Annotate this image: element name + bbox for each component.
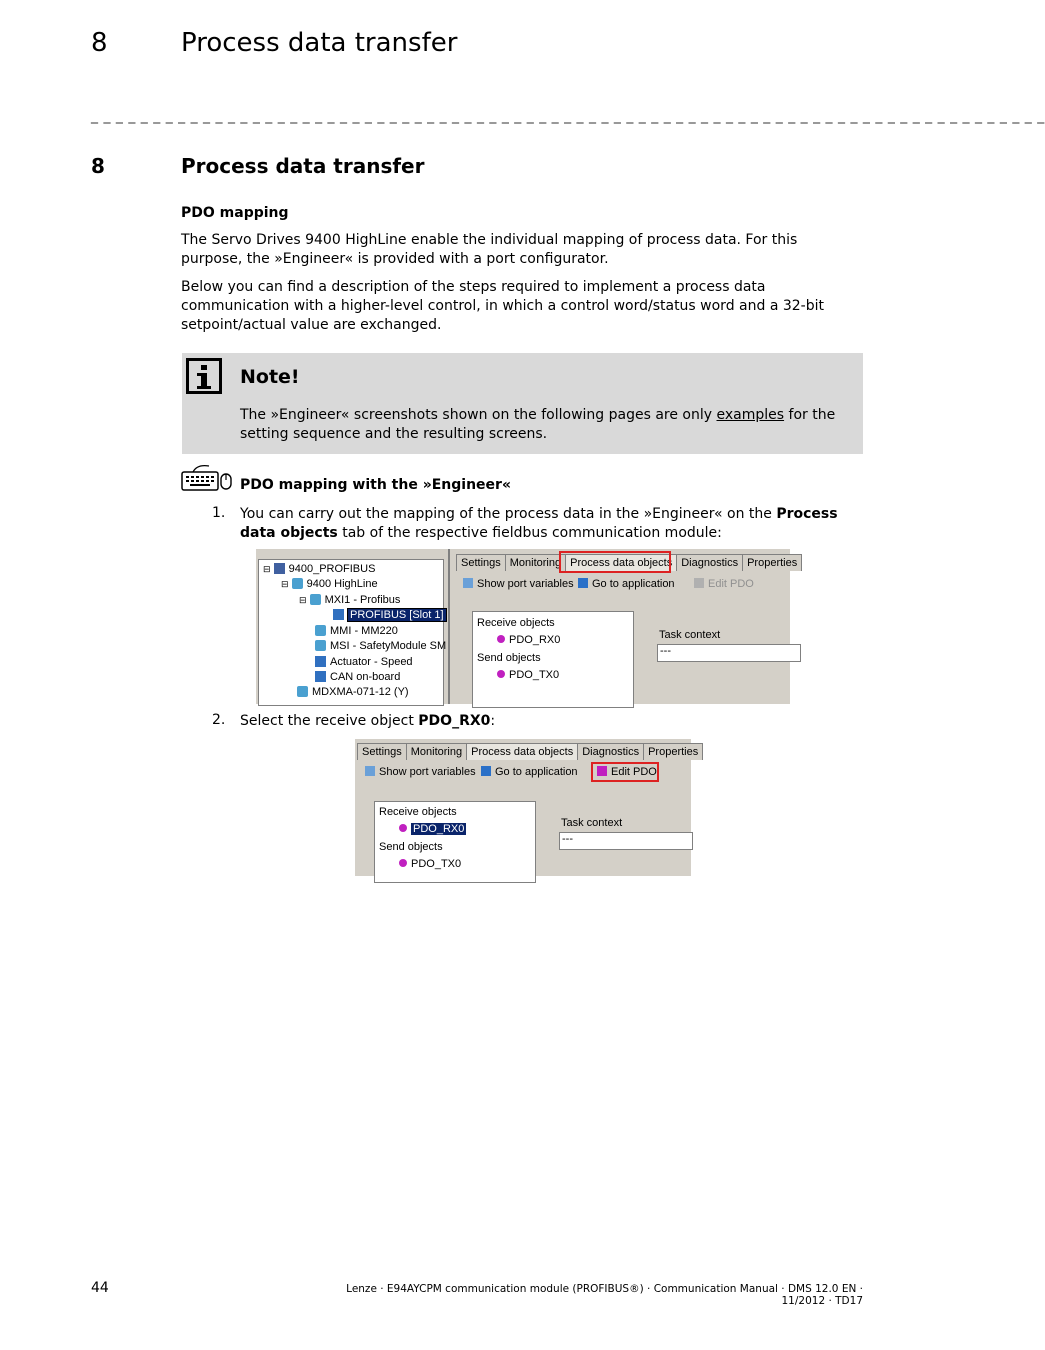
tab-settings[interactable]: Settings [357,743,407,760]
edit-icon [597,766,607,776]
step-2-text: Select the receive object PDO_RX0: [240,713,496,729]
page-number: 44 [91,1280,109,1296]
edit-pdo-button[interactable]: Edit PDO [597,766,657,778]
screenshot-1 [256,549,798,704]
keyboard-mouse-icon [181,462,233,494]
receive-objects-label: Receive objects [379,806,457,818]
footer-text: Lenze · E94AYCPM communication module (PROFIBUS®) · Communication Manual · DMS 12.0 EN · 11/2012 · TD17 [346,1283,863,1307]
application-icon [578,578,588,588]
pdo-tx0-item[interactable]: PDO_TX0 [497,669,559,681]
edit-icon [694,578,704,588]
port-variables-icon [365,766,375,776]
pdo-rx0-item[interactable]: PDO_RX0 [399,823,466,835]
tab-bar [357,743,702,760]
pdo-icon [399,859,407,867]
tree-item-profibus-slot[interactable]: PROFIBUS [Slot 1] [333,609,446,621]
header-chapter-title: Process data transfer [181,28,458,58]
pdo-icon [399,824,407,832]
send-objects-label: Send objects [379,841,443,853]
tree-item-actuator[interactable]: Actuator - Speed [315,656,413,668]
splitter[interactable] [448,549,450,704]
tree-item-can[interactable]: CAN on-board [315,671,400,683]
highlight-box [559,551,671,573]
task-context-field[interactable]: --- [559,832,693,850]
edit-pdo-button[interactable]: Edit PDO [694,578,754,590]
step-1-number: 1. [212,505,226,521]
port-variables-icon [463,578,473,588]
keyboard-heading: PDO mapping with the »Engineer« [240,477,511,493]
pdo-tx0-item[interactable]: PDO_TX0 [399,858,461,870]
tree-item-msi[interactable]: MSI - SafetyModule SM [315,640,446,652]
receive-objects-label: Receive objects [477,617,555,629]
note-text: The »Engineer« screenshots shown on the following pages are only examples for the setting sequence and the resulting screens. [240,407,836,442]
tab-diagnostics[interactable]: Diagnostics [577,743,644,760]
tree-item-mdxma[interactable]: MDXMA-071-12 (Y) [297,686,409,698]
task-context-label: Task context [561,817,623,829]
go-to-application-button[interactable]: Go to application [578,578,675,590]
note-title: Note! [240,366,300,388]
tab-process-data-objects[interactable]: Process data objects [466,743,578,760]
tab-process-data-objects[interactable]: Process data objects [565,554,677,571]
tree-item-mxi1[interactable]: ⊟ MXI1 - Profibus [299,594,401,606]
tab-properties[interactable]: Properties [742,554,802,571]
tab-settings[interactable]: Settings [456,554,506,571]
info-icon [186,358,222,394]
pdo-rx0-item[interactable]: PDO_RX0 [497,634,560,646]
step-2-number: 2. [212,712,226,728]
tree-item-project[interactable]: ⊟ 9400_PROFIBUS [263,563,376,575]
go-to-application-button[interactable]: Go to application [481,766,578,778]
pdo-icon [497,670,505,678]
screenshot-2 [355,739,699,876]
pdo-list [374,801,536,883]
application-icon [481,766,491,776]
header-divider: _ _ _ _ _ _ _ _ _ _ _ _ _ _ _ _ _ _ _ _ _ _ _ _ _ _ _ _ _ _ _ _ _ _ _ _ _ _ _ _ _ _ _ _ _ _ _ _ _ _ _ _ _ _ _ _ _ _ _ _ _ _ _ _ _ _ _ _ _ _ _ _ _ _ _ _ _ [91,108,1045,124]
examples-link[interactable]: examples [716,407,785,423]
pdo-icon [497,635,505,643]
paragraph-2: Below you can find a description of the steps required to implement a process data communication with a higher-level control, in which a control word/status word and a 32-bit setpoint/actual value are exchanged. [181,279,824,333]
tab-diagnostics[interactable]: Diagnostics [676,554,743,571]
paragraph-1: The Servo Drives 9400 HighLine enable the individual mapping of process data. For this purpose, the »Engineer« is provided with a port configurator. [181,232,798,267]
pdo-list [472,611,634,708]
send-objects-label: Send objects [477,652,541,664]
show-port-variables-button[interactable]: Show port variables [365,766,476,778]
task-context-label: Task context [659,629,721,641]
section-number: 8 [91,154,105,178]
tab-monitoring[interactable]: Monitoring [406,743,467,760]
tab-monitoring[interactable]: Monitoring [505,554,566,571]
tree-item-highline[interactable]: ⊟ 9400 HighLine [281,578,378,590]
project-tree [258,559,447,706]
tab-properties[interactable]: Properties [643,743,703,760]
show-port-variables-button[interactable]: Show port variables [463,578,574,590]
tree-item-mmi[interactable]: MMI - MM220 [315,625,398,637]
subheading: PDO mapping [181,205,289,221]
step-1-text: You can carry out the mapping of the process data in the »Engineer« on the Process data objects tab of the respective fieldbus communication module: [240,506,838,541]
task-context-field[interactable]: --- [657,644,801,662]
section-title: Process data transfer [181,154,425,178]
header-chapter-number: 8 [91,28,108,58]
